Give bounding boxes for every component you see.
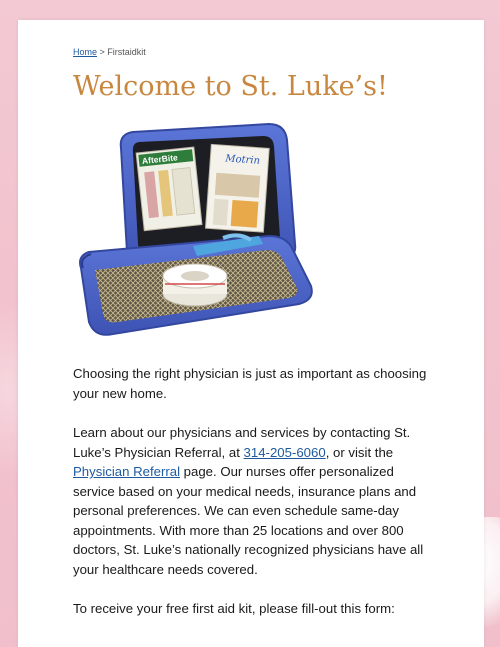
kit-label-right: Motrin: [224, 153, 261, 167]
main-content: [18, 20, 484, 619]
intro-paragraph: Choosing the right physician is just as important as choosing your new home.: [73, 366, 427, 401]
referral-text-a: Learn about our physicians and services by contacting St. Luke’s Physician Referral, at: [73, 425, 411, 460]
first-aid-kit-image: [73, 118, 313, 338]
page-card: [18, 20, 484, 647]
breadcrumb-current: Firstaidkit: [107, 47, 146, 57]
kit-label-left: AfterBite: [141, 152, 179, 166]
phone-link[interactable]: 314-205-6060: [243, 444, 326, 460]
referral-text-c: page. Our nurses offer personalized service based on your medical needs, insurance plans and personal preferences. We can even schedule same-day appointments. With more than 25 locations and over 800 doctors, St. Luke’s nationally recognized physicians have all your healthcare needs covered.: [73, 464, 424, 577]
first-aid-kit-illustration: [73, 118, 313, 338]
physician-referral-link[interactable]: Physician Referral: [73, 464, 181, 479]
referral-text-b: , or visit the: [325, 444, 394, 460]
breadcrumb-separator: >: [97, 47, 108, 57]
breadcrumb: [73, 46, 428, 58]
referral-paragraph: [73, 423, 428, 579]
page-title: Welcome to St. Luke’s!: [73, 71, 388, 102]
breadcrumb-home-link[interactable]: Home: [73, 47, 98, 57]
form-intro-paragraph: To receive your free first aid kit, please fill-out this form:: [73, 601, 395, 616]
